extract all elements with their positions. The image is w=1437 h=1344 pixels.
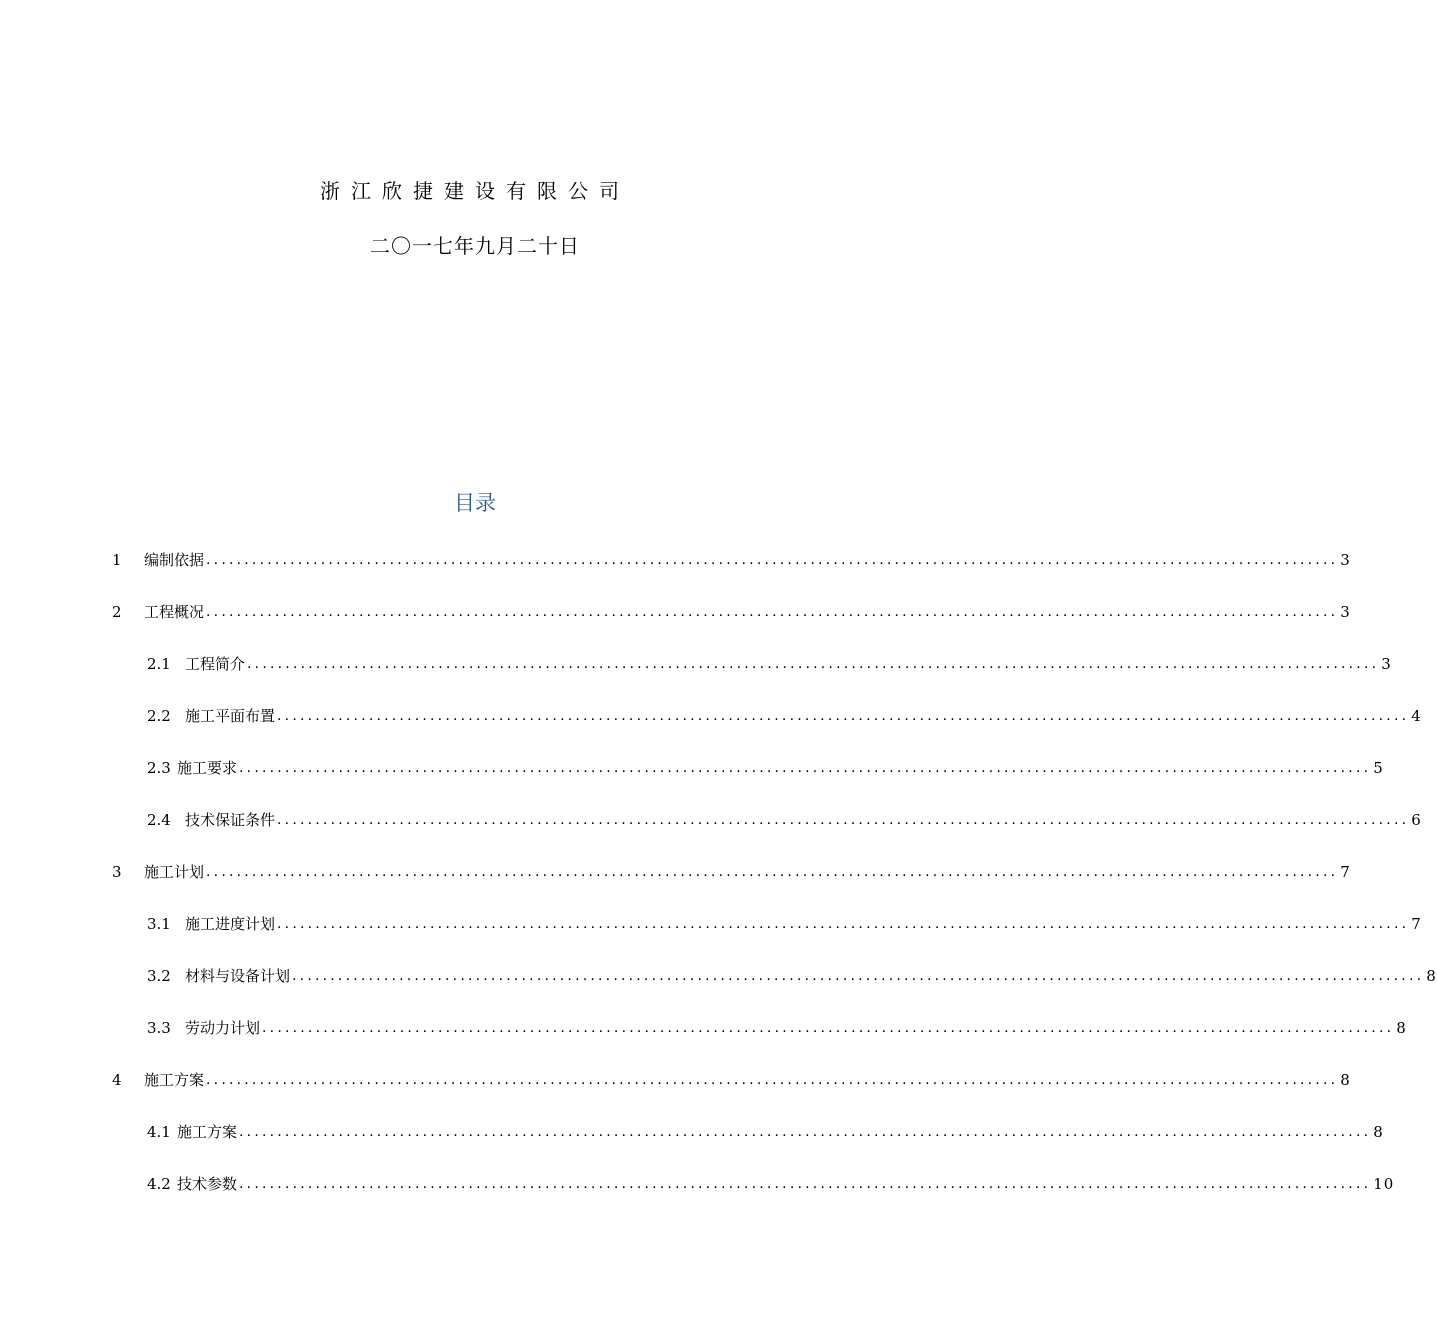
toc-entry[interactable] bbox=[112, 858, 1351, 886]
toc-page-number: 3 bbox=[1340, 551, 1351, 569]
toc-page-number: 3 bbox=[1381, 655, 1392, 673]
toc-entry[interactable] bbox=[112, 1066, 1351, 1094]
toc-page-number: 3 bbox=[1340, 603, 1351, 621]
toc-label: 施工要求 bbox=[177, 759, 238, 777]
toc-entry[interactable] bbox=[147, 754, 1384, 782]
toc-page-number: 8 bbox=[1396, 1019, 1407, 1037]
toc-leader: .................................................................................................................................................... bbox=[206, 604, 1339, 620]
toc-number: 3 bbox=[112, 863, 122, 881]
toc-entry[interactable] bbox=[147, 1014, 1407, 1042]
toc-page-number: 7 bbox=[1340, 863, 1351, 881]
toc-leader: .................................................................................................................................................... bbox=[292, 968, 1425, 984]
toc-leader: .................................................................................................................................................... bbox=[262, 1020, 1395, 1036]
toc-leader: .................................................................................................................................................... bbox=[206, 1072, 1339, 1088]
toc-number: 3.1 bbox=[147, 915, 171, 933]
toc-entry[interactable] bbox=[147, 702, 1422, 730]
toc-page-number: 8 bbox=[1426, 967, 1437, 985]
toc-label: 施工方案 bbox=[144, 1071, 205, 1089]
toc-title: 目录 bbox=[454, 491, 496, 515]
company-name: 浙江欣捷建设有限公司 bbox=[320, 179, 630, 203]
toc-label: 工程概况 bbox=[144, 603, 205, 621]
toc-leader: .................................................................................................................................................... bbox=[239, 1124, 1372, 1140]
toc-label: 编制依据 bbox=[144, 551, 205, 569]
toc-number: 2.1 bbox=[147, 655, 171, 673]
toc-page-number: 10 bbox=[1373, 1175, 1395, 1193]
toc-label: 工程简介 bbox=[185, 655, 246, 673]
toc-number: 2.3 bbox=[147, 759, 171, 777]
toc-page-number: 5 bbox=[1373, 759, 1384, 777]
toc-leader: .................................................................................................................................................... bbox=[277, 812, 1410, 828]
toc-label: 技术参数 bbox=[177, 1175, 238, 1193]
toc-label: 劳动力计划 bbox=[185, 1019, 261, 1037]
toc-label: 材料与设备计划 bbox=[185, 967, 291, 985]
toc-label: 施工平面布置 bbox=[185, 707, 276, 725]
toc-leader: .................................................................................................................................................... bbox=[206, 552, 1339, 568]
toc-label: 施工进度计划 bbox=[185, 915, 276, 933]
toc-label: 施工计划 bbox=[144, 863, 205, 881]
toc-page-number: 8 bbox=[1373, 1123, 1384, 1141]
toc-entry[interactable] bbox=[112, 598, 1351, 626]
toc-leader: .................................................................................................................................................... bbox=[239, 1176, 1372, 1192]
toc-entry[interactable] bbox=[147, 650, 1392, 678]
toc-leader: .................................................................................................................................................... bbox=[277, 916, 1410, 932]
toc-leader: .................................................................................................................................................... bbox=[239, 760, 1372, 776]
toc-leader: .................................................................................................................................................... bbox=[247, 656, 1380, 672]
toc-number: 4 bbox=[112, 1071, 122, 1089]
toc-page-number: 4 bbox=[1411, 707, 1422, 725]
toc-page-number: 6 bbox=[1411, 811, 1422, 829]
toc-leader: .................................................................................................................................................... bbox=[277, 708, 1410, 724]
toc-number: 4.2 bbox=[147, 1175, 171, 1193]
toc-entry[interactable] bbox=[147, 962, 1437, 990]
toc-number: 2.4 bbox=[147, 811, 171, 829]
toc-number: 3.2 bbox=[147, 967, 171, 985]
toc-number: 2 bbox=[112, 603, 122, 621]
toc-page-number: 7 bbox=[1411, 915, 1422, 933]
toc-entry[interactable] bbox=[147, 806, 1422, 834]
toc-entry[interactable] bbox=[147, 1170, 1395, 1198]
toc-number: 1 bbox=[112, 551, 122, 569]
toc-page-number: 8 bbox=[1340, 1071, 1351, 1089]
toc-leader: .................................................................................................................................................... bbox=[206, 864, 1339, 880]
document-date: 二〇一七年九月二十日 bbox=[370, 234, 580, 258]
toc-label: 施工方案 bbox=[177, 1123, 238, 1141]
toc-entry[interactable] bbox=[112, 546, 1351, 574]
toc-number: 2.2 bbox=[147, 707, 171, 725]
toc-entry[interactable] bbox=[147, 910, 1422, 938]
toc-number: 4.1 bbox=[147, 1123, 171, 1141]
toc-number: 3.3 bbox=[147, 1019, 171, 1037]
toc-entry[interactable] bbox=[147, 1118, 1384, 1146]
toc-label: 技术保证条件 bbox=[185, 811, 276, 829]
